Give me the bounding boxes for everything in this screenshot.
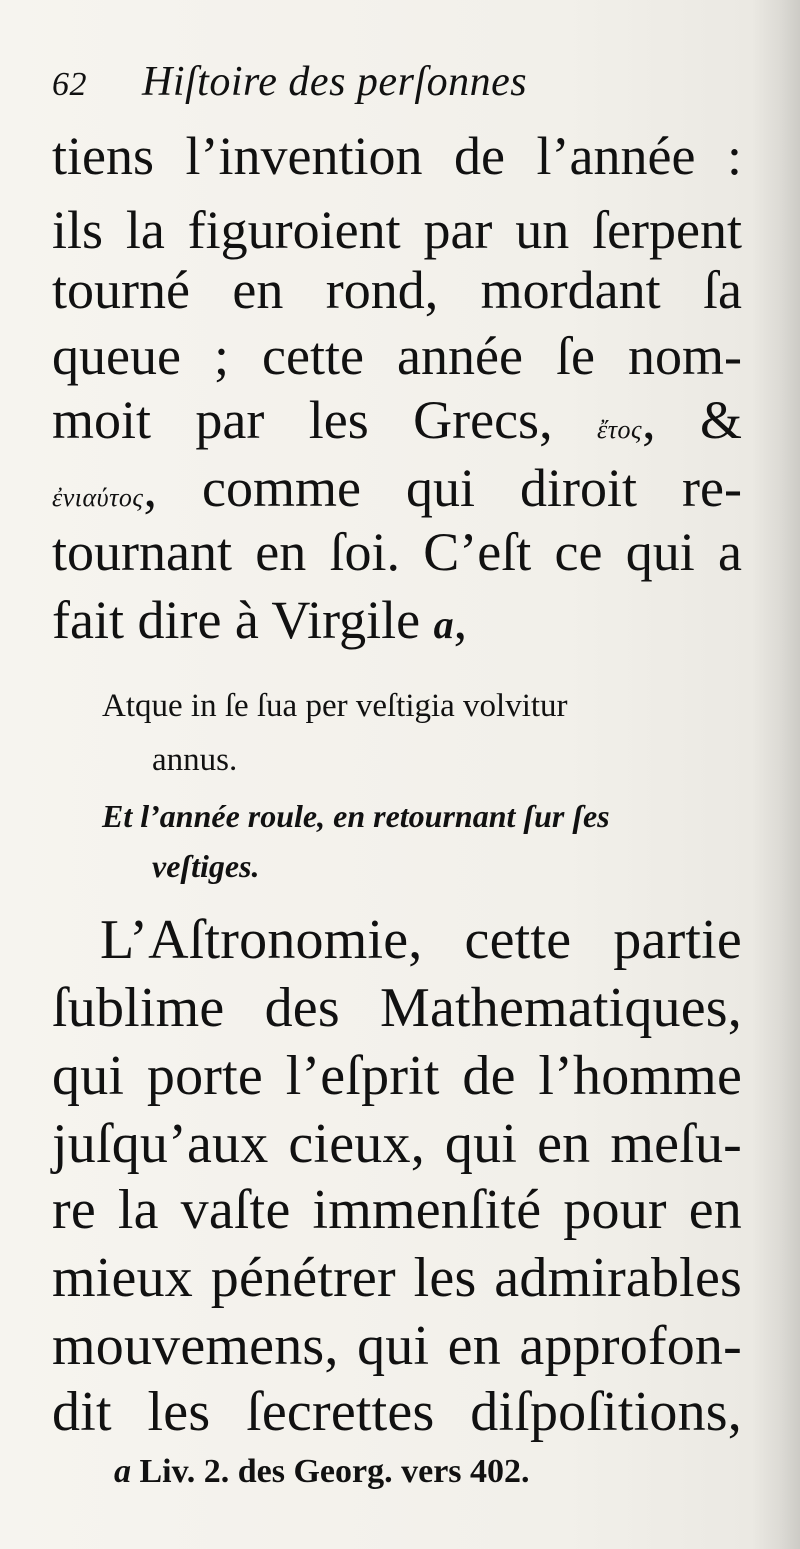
verse-french-line-2: veſtiges. <box>152 848 260 884</box>
para2-line-6: mieux pénétrer les admirables <box>52 1247 742 1309</box>
page-header <box>52 58 748 114</box>
body-line-1: tiens l’invention de l’année : <box>52 126 742 186</box>
body-line-7: tournant en ſoi. C’eſt ce qui a <box>52 522 742 582</box>
body-line-4: queue ; cette année ſe nom- <box>52 326 742 386</box>
body-line-6-post: , comme qui diroit re- <box>143 458 742 518</box>
body-line-2: ils la figuroient par un ſerpent <box>52 200 742 260</box>
footnote <box>114 1444 530 1500</box>
body-line-5 <box>52 384 742 456</box>
footnote-mark: a <box>114 1453 131 1490</box>
verse-latin-line-2: annus. <box>152 742 238 778</box>
para2-line-7: mouvemens, qui en approfon- <box>52 1315 742 1377</box>
para2-line-4: juſqu’aux cieux, qui en meſu- <box>52 1113 742 1175</box>
para2-line-8: dit les ſecrettes diſpoſitions, <box>52 1381 742 1443</box>
body-line-8-pre: fait dire à Virgile <box>52 590 434 650</box>
greek-word-eniautos: ἐνιαύτος <box>52 483 144 512</box>
body-line-8-post: , <box>453 590 468 650</box>
para2-line-1: L’Aſtronomie, cette partie <box>100 909 742 971</box>
running-title: Hiſtoire des perſonnes <box>142 59 528 105</box>
body-line-5-post: , & <box>642 390 742 450</box>
greek-word-etos: ἔτος <box>596 415 643 444</box>
footnote-text: Liv. 2. des Georg. vers 402. <box>139 1453 530 1490</box>
para2-line-2: ſublime des Mathematiques, <box>52 977 742 1039</box>
body-line-3: tourné en rond, mordant ſa <box>52 260 742 320</box>
verse-french-line-1: Et l’année roule, en retournant ſur ſes <box>102 798 610 834</box>
page-gutter-shadow <box>752 0 800 1549</box>
footnote-ref-mark: a <box>433 602 454 647</box>
body-line-6 <box>52 452 742 524</box>
body-line-5-pre: moit par les Grecs, <box>52 390 597 450</box>
para2-line-3: qui porte l’eſprit de l’homme <box>52 1045 742 1107</box>
body-line-8 <box>52 584 742 656</box>
para2-line-5: re la vaſte immenſité pour en <box>52 1179 742 1241</box>
page-number: 62 <box>52 66 87 103</box>
verse-latin-line-1: Atque in ſe ſua per veſtigia volvitur <box>102 688 568 724</box>
